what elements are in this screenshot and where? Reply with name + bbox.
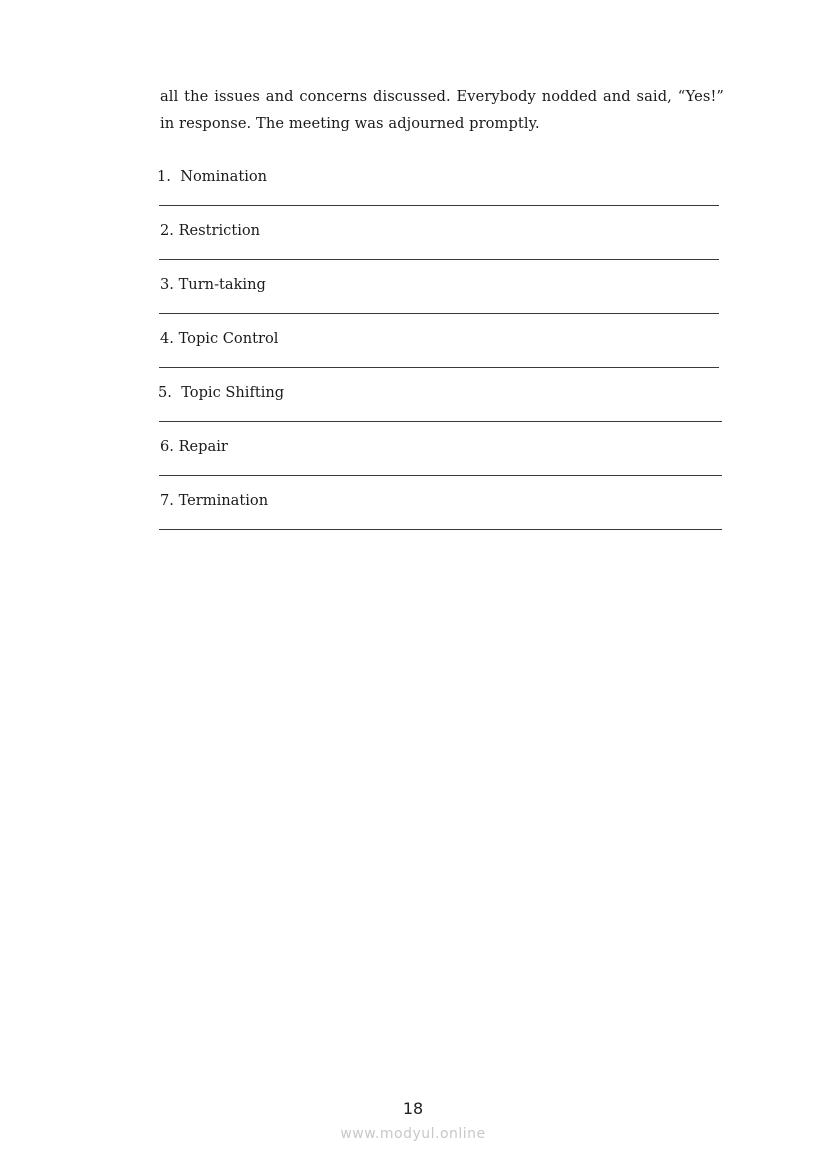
paragraph-line-2: in response. The meeting was adjourned promptly.: [160, 115, 540, 132]
question-item-topic-control: [157, 329, 719, 383]
question-label: 1. Nomination: [157, 168, 268, 185]
page-number: 18: [402, 1099, 424, 1118]
question-item-restriction: [157, 221, 719, 275]
question-label: 6. Repair: [160, 438, 228, 455]
question-item-topic-shifting: [157, 383, 719, 437]
question-label: 5. Topic Shifting: [158, 384, 285, 401]
question-item-turn-taking: [157, 275, 719, 329]
answer-line[interactable]: [159, 313, 719, 314]
answer-line[interactable]: [159, 367, 719, 368]
question-label: 4. Topic Control: [160, 330, 279, 347]
body-paragraph: [160, 83, 724, 137]
question-item-nomination: [157, 167, 719, 221]
question-item-termination: [157, 491, 719, 545]
answer-line[interactable]: [159, 259, 719, 260]
answer-line[interactable]: [159, 421, 722, 422]
paragraph-line-1: all the issues and concerns discussed. Everybody nodded and said, “Yes!”: [160, 88, 724, 105]
answer-line[interactable]: [159, 205, 719, 206]
question-label: 7. Termination: [160, 492, 269, 509]
question-item-repair: [157, 437, 719, 491]
answer-line[interactable]: [159, 529, 722, 530]
question-label: 3. Turn-taking: [160, 276, 266, 293]
watermark-text: www.modyul.online: [340, 1126, 486, 1142]
answer-line[interactable]: [159, 475, 722, 476]
question-label: 2. Restriction: [160, 222, 261, 239]
